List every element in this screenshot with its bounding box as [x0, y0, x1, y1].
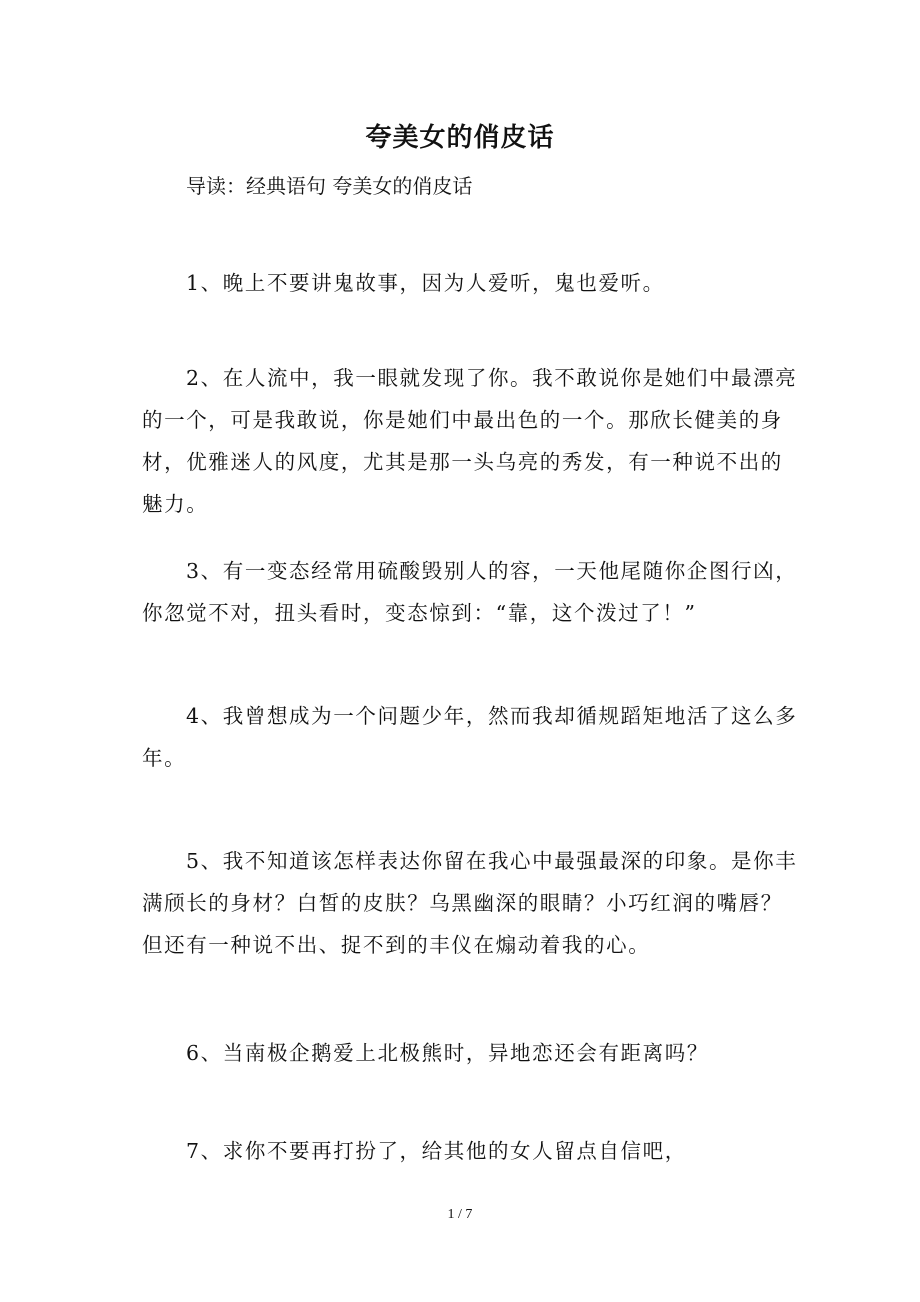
list-item: 5、我不知道该怎样表达你留在我心中最强最深的印象。是你丰满颀长的身材？白皙的皮肤？乌黑幽深的眼睛？小巧红润的嘴唇？但还有一种说不出、捉不到的丰仪在煽动着我的心。 [142, 849, 798, 957]
lead-line: 导读：经典语句 夸美女的俏皮话 [186, 174, 473, 198]
list-item: 1、晚上不要讲鬼故事，因为人爱听，鬼也爱听。 [186, 271, 665, 295]
page-title: 夸美女的俏皮话 [365, 123, 555, 153]
page-number: 1 / 7 [447, 1207, 473, 1222]
list-item: 4、我曾想成为一个问题少年，然而我却循规蹈矩地活了这么多年。 [142, 704, 798, 770]
list-item: 6、当南极企鹅爱上北极熊时，异地恋还会有距离吗？ [186, 1041, 709, 1065]
list-item: 7、求你不要再打扮了，给其他的女人留点自信吧， [186, 1139, 687, 1163]
list-item: 3、有一变态经常用硫酸毁别人的容，一天他尾随你企图行凶，你忽觉不对，扭头看时，变态惊到：“靠，这个泼过了！” [142, 559, 798, 625]
list-item: 2、在人流中，我一眼就发现了你。我不敢说你是她们中最漂亮的一个，可是我敢说，你是她们中最出色的一个。那欣长健美的身材，优雅迷人的风度，尤其是那一头乌亮的秀发，有一种说不出的魅力。 [142, 366, 798, 516]
